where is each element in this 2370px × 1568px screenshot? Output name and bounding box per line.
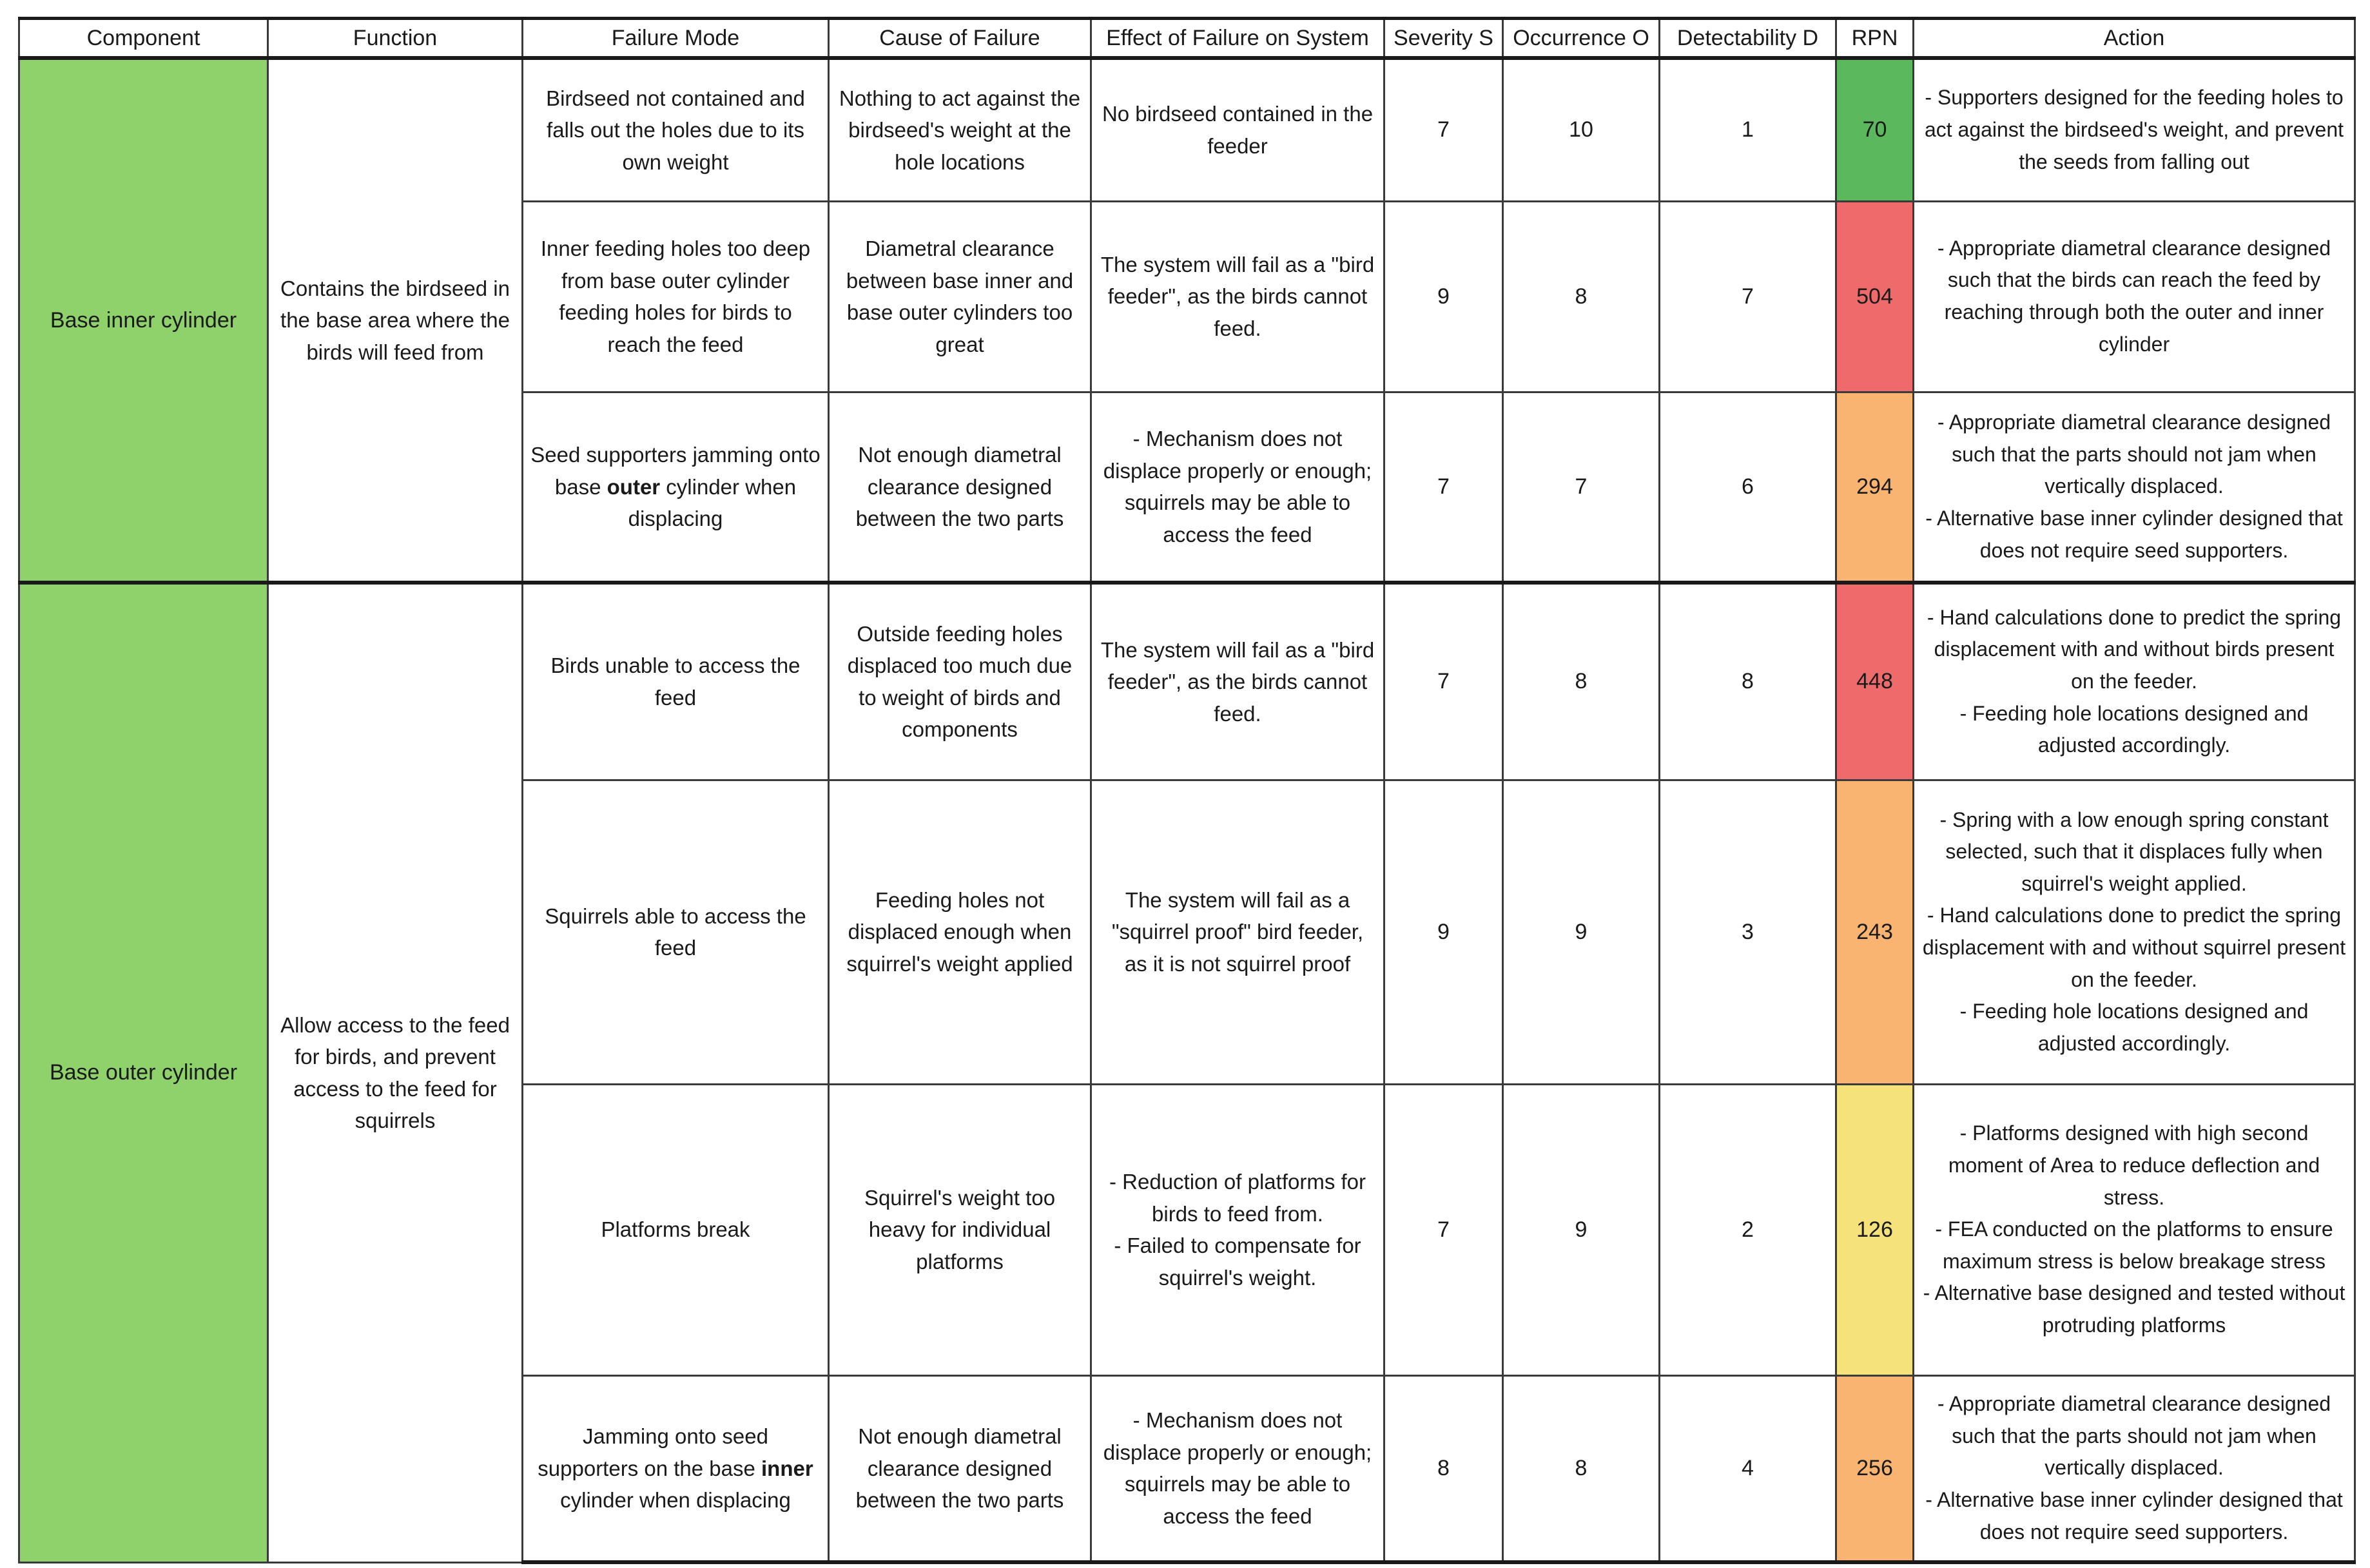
action-cell [1914, 392, 2355, 583]
severity-cell: 7 [1384, 392, 1503, 583]
function-cell: Allow access to the feed for birds, and prevent access to the feed for squirrels [268, 583, 523, 1562]
occurrence-cell: 8 [1503, 583, 1660, 780]
severity-cell: 9 [1384, 780, 1503, 1084]
effect-line: The system will fail as a "bird feeder", as the birds cannot feed. [1100, 252, 1375, 340]
cause-cell: Not enough diametral clearance designed between the two parts [829, 392, 1091, 583]
action-line: - Appropriate diametral clearance designed such that the birds can reach the feed by reaching through both the outer and inner cylinder [1937, 236, 2331, 356]
action-cell [1914, 1375, 2355, 1562]
header-detectability: Detectability D [1660, 19, 1836, 59]
action-cell [1914, 583, 2355, 780]
rpn-cell: 126 [1836, 1084, 1914, 1375]
action-line: - Alternative base inner cylinder designed that does not require seed supporters. [1925, 507, 2343, 562]
rpn-cell: 448 [1836, 583, 1914, 780]
cause-cell: Outside feeding holes displaced too much due to weight of birds and components [829, 583, 1091, 780]
action-line: - Hand calculations done to predict the spring displacement with and without birds present on the feeder. [1927, 605, 2342, 693]
header-effect: Effect of Failure on System [1091, 19, 1384, 59]
action-line: - Spring with a low enough spring constant selected, such that it displaces fully when squirrel's weight applied. [1939, 808, 2329, 895]
function-cell: Contains the birdseed in the base area where the birds will feed from [268, 58, 523, 583]
failure-mode-emphasis: inner [761, 1456, 813, 1480]
action-cell [1914, 780, 2355, 1084]
failure-mode-text: Seed supporters jamming onto base [530, 443, 821, 499]
rpn-cell: 294 [1836, 392, 1914, 583]
effect-cell [1091, 392, 1384, 583]
rpn-cell: 256 [1836, 1375, 1914, 1562]
severity-cell: 7 [1384, 583, 1503, 780]
rpn-cell: 243 [1836, 780, 1914, 1084]
failure-mode-cell: Squirrels able to access the feed [523, 780, 829, 1084]
action-line: - Hand calculations done to predict the spring displacement with and without squirrel present on the feeder. [1922, 904, 2346, 991]
action-line: - Alternative base inner cylinder designed that does not require seed supporters. [1925, 1488, 2343, 1544]
header-cause: Cause of Failure [829, 19, 1091, 59]
effect-cell [1091, 1375, 1384, 1562]
effect-cell [1091, 1084, 1384, 1375]
header-failure-mode: Failure Mode [523, 19, 829, 59]
failure-mode-text: cylinder when displacing [560, 1488, 791, 1512]
component-cell: Base inner cylinder [19, 58, 268, 583]
failure-mode-cell: Inner feeding holes too deep from base outer cylinder feeding holes for birds to reach the feed [523, 201, 829, 392]
failure-mode-cell [523, 1375, 829, 1562]
detectability-cell: 7 [1660, 201, 1836, 392]
header-function: Function [268, 19, 523, 59]
effect-line: The system will fail as a "squirrel proof" bird feeder, as it is not squirrel proof [1111, 887, 1364, 976]
fmea-table [18, 17, 2356, 1564]
detectability-cell: 8 [1660, 583, 1836, 780]
detectability-cell: 6 [1660, 392, 1836, 583]
cause-cell: Not enough diametral clearance designed between the two parts [829, 1375, 1091, 1562]
effect-line: - Mechanism does not displace properly or enough; squirrels may be able to access the feed [1103, 427, 1372, 547]
severity-cell: 8 [1384, 1375, 1503, 1562]
cause-cell: Diametral clearance between base inner and base outer cylinders too great [829, 201, 1091, 392]
occurrence-cell: 9 [1503, 780, 1660, 1084]
cause-cell: Squirrel's weight too heavy for individual platforms [829, 1084, 1091, 1375]
rpn-cell: 70 [1836, 58, 1914, 201]
action-line: - Feeding hole locations designed and adjusted accordingly. [1959, 701, 2309, 757]
header-severity: Severity S [1384, 19, 1503, 59]
table-row [19, 58, 2355, 201]
occurrence-cell: 9 [1503, 1084, 1660, 1375]
header-occurrence: Occurrence O [1503, 19, 1660, 59]
failure-mode-cell [523, 392, 829, 583]
action-cell [1914, 58, 2355, 201]
effect-cell [1091, 780, 1384, 1084]
effect-cell [1091, 201, 1384, 392]
header-rpn: RPN [1836, 19, 1914, 59]
effect-line: No birdseed contained in the feeder [1102, 102, 1374, 158]
effect-line: - Mechanism does not displace properly or enough; squirrels may be able to access the feed [1103, 1408, 1372, 1528]
severity-cell: 9 [1384, 201, 1503, 392]
cause-cell: Nothing to act against the birdseed's weight at the hole locations [829, 58, 1091, 201]
header-action: Action [1914, 19, 2355, 59]
failure-mode-cell: Birdseed not contained and falls out the holes due to its own weight [523, 58, 829, 201]
action-line: - Alternative base designed and tested without protruding platforms [1923, 1281, 2346, 1337]
failure-mode-cell: Birds unable to access the feed [523, 583, 829, 780]
detectability-cell: 1 [1660, 58, 1836, 201]
detectability-cell: 3 [1660, 780, 1836, 1084]
action-line: - Platforms designed with high second moment of Area to reduce deflection and stress. [1948, 1121, 2320, 1209]
header-component: Component [19, 19, 268, 59]
action-line: - Appropriate diametral clearance designed such that the parts should not jam when vertically displaced. [1937, 1392, 2331, 1480]
action-line: - Feeding hole locations designed and adjusted accordingly. [1959, 1000, 2309, 1055]
effect-line: The system will fail as a "bird feeder", as the birds cannot feed. [1100, 637, 1375, 726]
header-row [19, 19, 2355, 59]
occurrence-cell: 8 [1503, 201, 1660, 392]
cause-cell: Feeding holes not displaced enough when squirrel's weight applied [829, 780, 1091, 1084]
action-cell [1914, 1084, 2355, 1375]
effect-line: - Reduction of platforms for birds to feed from. [1109, 1170, 1366, 1226]
effect-cell [1091, 58, 1384, 201]
effect-line: - Failed to compensate for squirrel's weight. [1114, 1234, 1361, 1290]
action-cell [1914, 201, 2355, 392]
detectability-cell: 4 [1660, 1375, 1836, 1562]
severity-cell: 7 [1384, 58, 1503, 201]
rpn-cell: 504 [1836, 201, 1914, 392]
action-line: - FEA conducted on the platforms to ensure maximum stress is below breakage stress [1935, 1217, 2333, 1273]
detectability-cell: 2 [1660, 1084, 1836, 1375]
table-row [19, 583, 2355, 780]
component-cell: Base outer cylinder [19, 583, 268, 1562]
action-line: - Appropriate diametral clearance designed such that the parts should not jam when vertically displaced. [1937, 411, 2331, 498]
failure-mode-cell: Platforms break [523, 1084, 829, 1375]
occurrence-cell: 10 [1503, 58, 1660, 201]
occurrence-cell: 7 [1503, 392, 1660, 583]
action-line: - Supporters designed for the feeding holes to act against the birdseed's weight, and prevent the seeds from falling out [1924, 86, 2344, 173]
occurrence-cell: 8 [1503, 1375, 1660, 1562]
failure-mode-text: cylinder when displacing [628, 474, 797, 530]
effect-cell [1091, 583, 1384, 780]
failure-mode-text: Jamming onto seed supporters on the base [538, 1424, 768, 1480]
severity-cell: 7 [1384, 1084, 1503, 1375]
failure-mode-emphasis: outer [607, 474, 661, 499]
